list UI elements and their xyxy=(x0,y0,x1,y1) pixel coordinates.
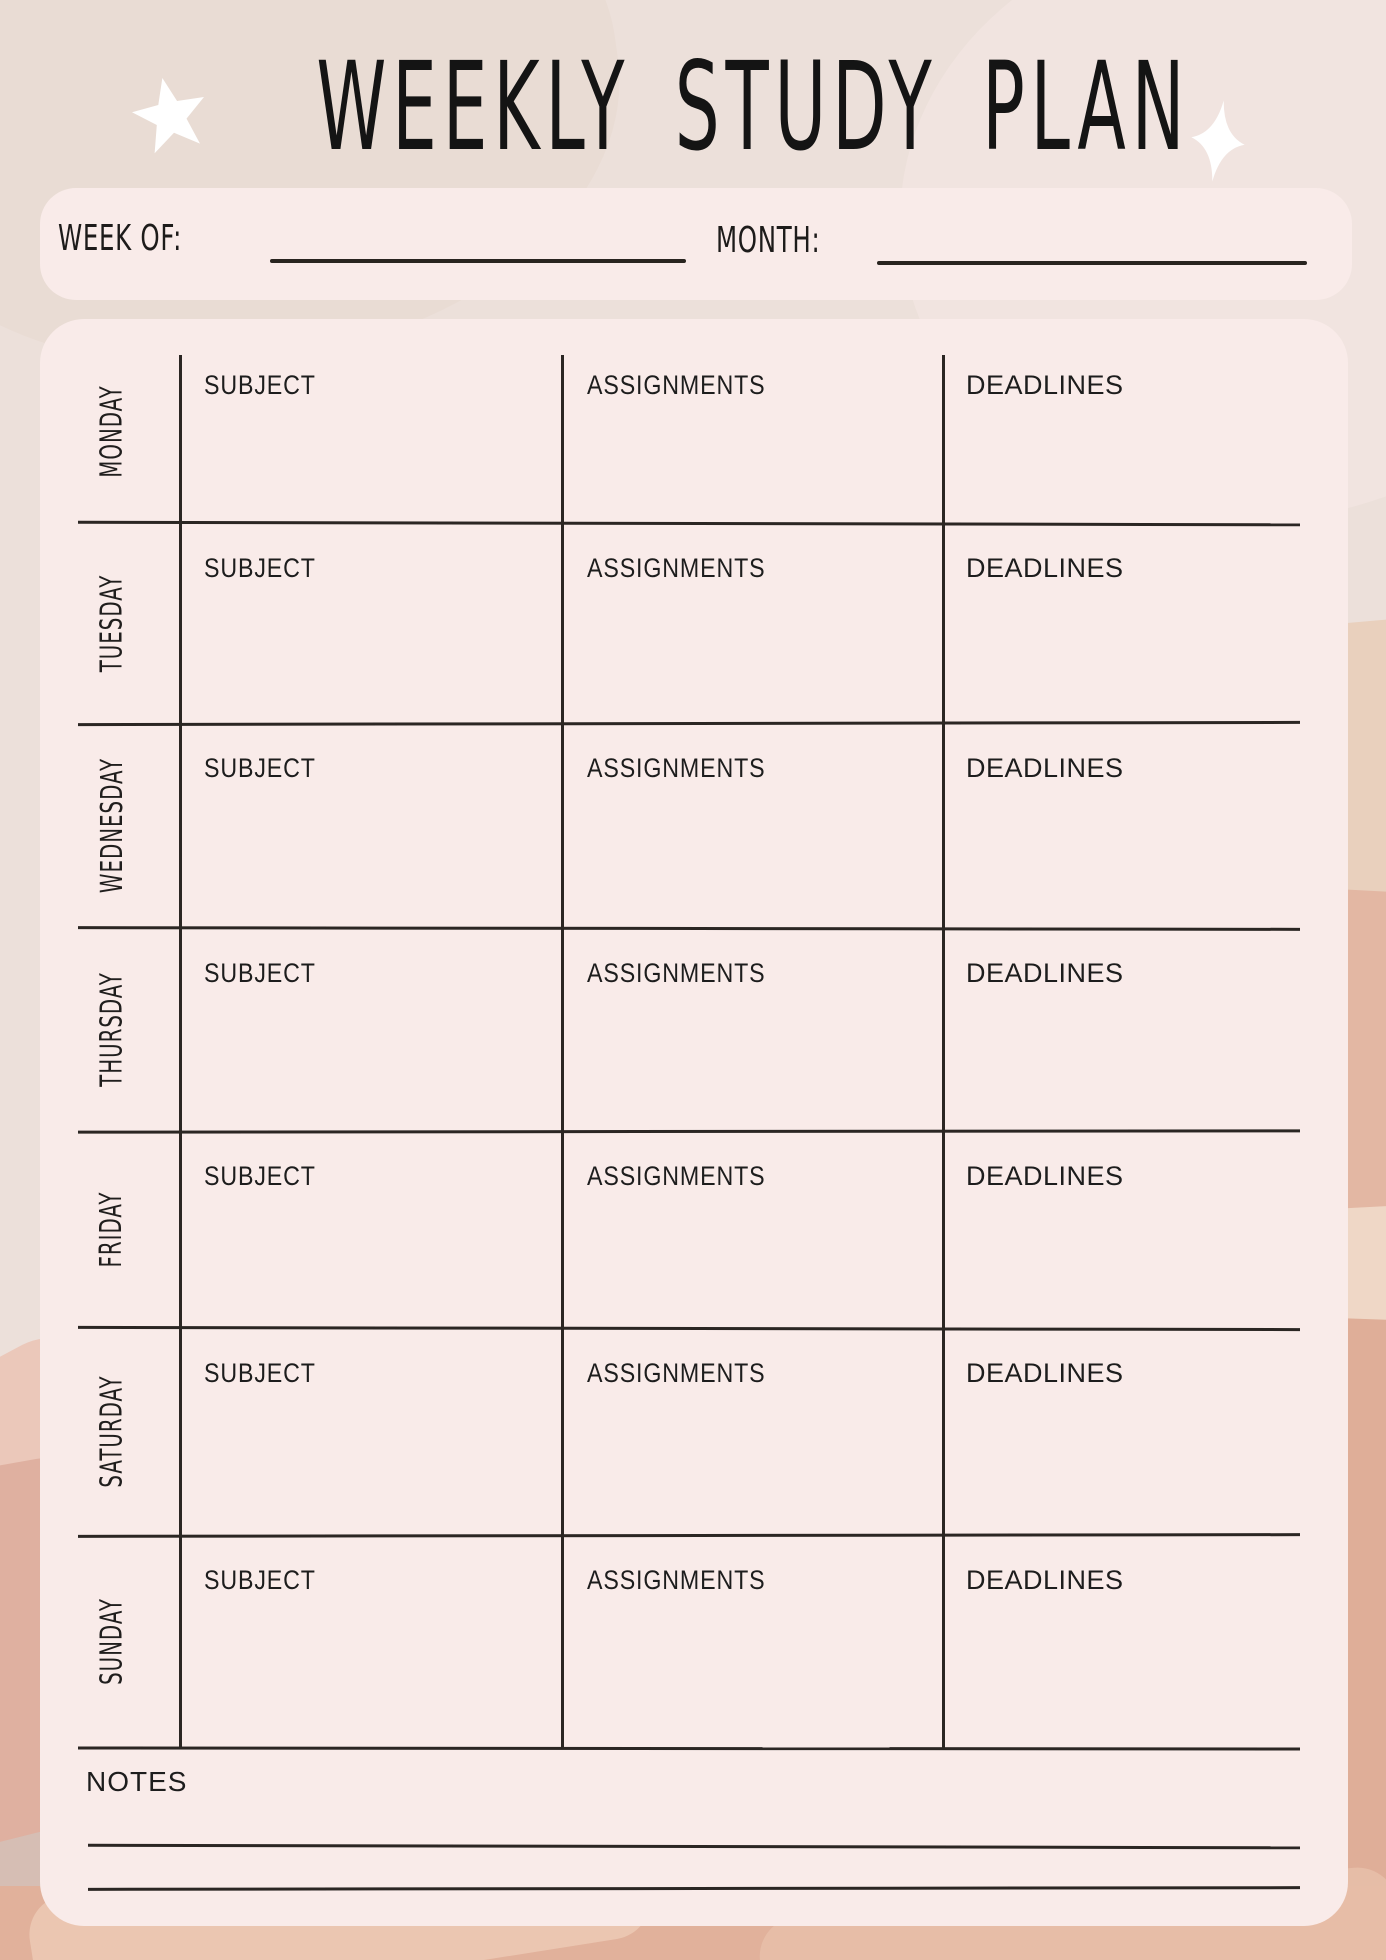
column-header-assignments: ASSIGNMENTS xyxy=(587,1358,766,1388)
table-row-thursday xyxy=(0,928,1386,1131)
week-month-card xyxy=(40,188,1352,300)
notes-label: NOTES xyxy=(86,1766,188,1797)
table-row-monday xyxy=(0,340,1386,523)
page-title-text: WEEKLY STUDY PLAN xyxy=(316,36,1191,178)
table-row-saturday xyxy=(0,1328,1386,1535)
column-header-deadlines: DEADLINES xyxy=(966,753,1124,783)
column-header-assignments: ASSIGNMENTS xyxy=(587,958,766,988)
day-label-text: WEDNESDAY xyxy=(94,757,130,894)
table-row-friday xyxy=(0,1131,1386,1328)
star-icon xyxy=(130,74,210,154)
week-of-input-line[interactable] xyxy=(270,259,686,263)
table-row-tuesday xyxy=(0,523,1386,723)
day-label-tuesday xyxy=(48,523,176,723)
day-label-monday xyxy=(48,340,176,523)
column-header-subject: SUBJECT xyxy=(204,958,316,988)
table-row-wednesday xyxy=(0,723,1386,928)
month-input-line[interactable] xyxy=(877,261,1307,265)
day-label-text: THURSDAY xyxy=(94,972,130,1087)
column-header-deadlines: DEADLINES xyxy=(966,1358,1124,1388)
column-header-deadlines: DEADLINES xyxy=(966,958,1124,988)
day-label-text: TUESDAY xyxy=(94,574,130,672)
column-header-subject: SUBJECT xyxy=(204,1565,316,1595)
column-header-subject: SUBJECT xyxy=(204,753,316,783)
column-header-assignments: ASSIGNMENTS xyxy=(587,753,766,783)
day-label-text: MONDAY xyxy=(94,385,130,478)
day-label-text: SUNDAY xyxy=(94,1598,130,1685)
week-of-label: WEEK OF: xyxy=(58,218,183,259)
column-header-assignments: ASSIGNMENTS xyxy=(587,553,766,583)
column-header-deadlines: DEADLINES xyxy=(966,553,1124,583)
day-label-sunday xyxy=(48,1535,176,1748)
cell-monday-deadlines[interactable] xyxy=(946,340,1298,523)
month-label: MONTH: xyxy=(716,220,821,261)
sparkle-icon xyxy=(1190,98,1246,184)
day-label-saturday xyxy=(48,1328,176,1535)
table-row-sunday xyxy=(0,1535,1386,1748)
column-header-assignments: ASSIGNMENTS xyxy=(587,1161,766,1191)
column-header-deadlines: DEADLINES xyxy=(966,1565,1124,1595)
cell-monday-assignments[interactable] xyxy=(564,340,941,523)
column-header-subject: SUBJECT xyxy=(204,370,316,400)
day-label-thursday xyxy=(48,928,176,1131)
column-header-subject: SUBJECT xyxy=(204,1358,316,1388)
cell-monday-subject[interactable] xyxy=(182,340,560,523)
column-header-deadlines: DEADLINES xyxy=(966,1161,1124,1191)
day-label-friday xyxy=(48,1131,176,1328)
day-label-text: FRIDAY xyxy=(94,1191,130,1268)
column-header-subject: SUBJECT xyxy=(204,553,316,583)
day-label-wednesday xyxy=(48,723,176,928)
column-header-assignments: ASSIGNMENTS xyxy=(587,1565,766,1595)
column-header-subject: SUBJECT xyxy=(204,1161,316,1191)
day-label-text: SATURDAY xyxy=(94,1375,130,1488)
column-header-assignments: ASSIGNMENTS xyxy=(587,370,766,400)
column-header-deadlines: DEADLINES xyxy=(966,370,1124,400)
